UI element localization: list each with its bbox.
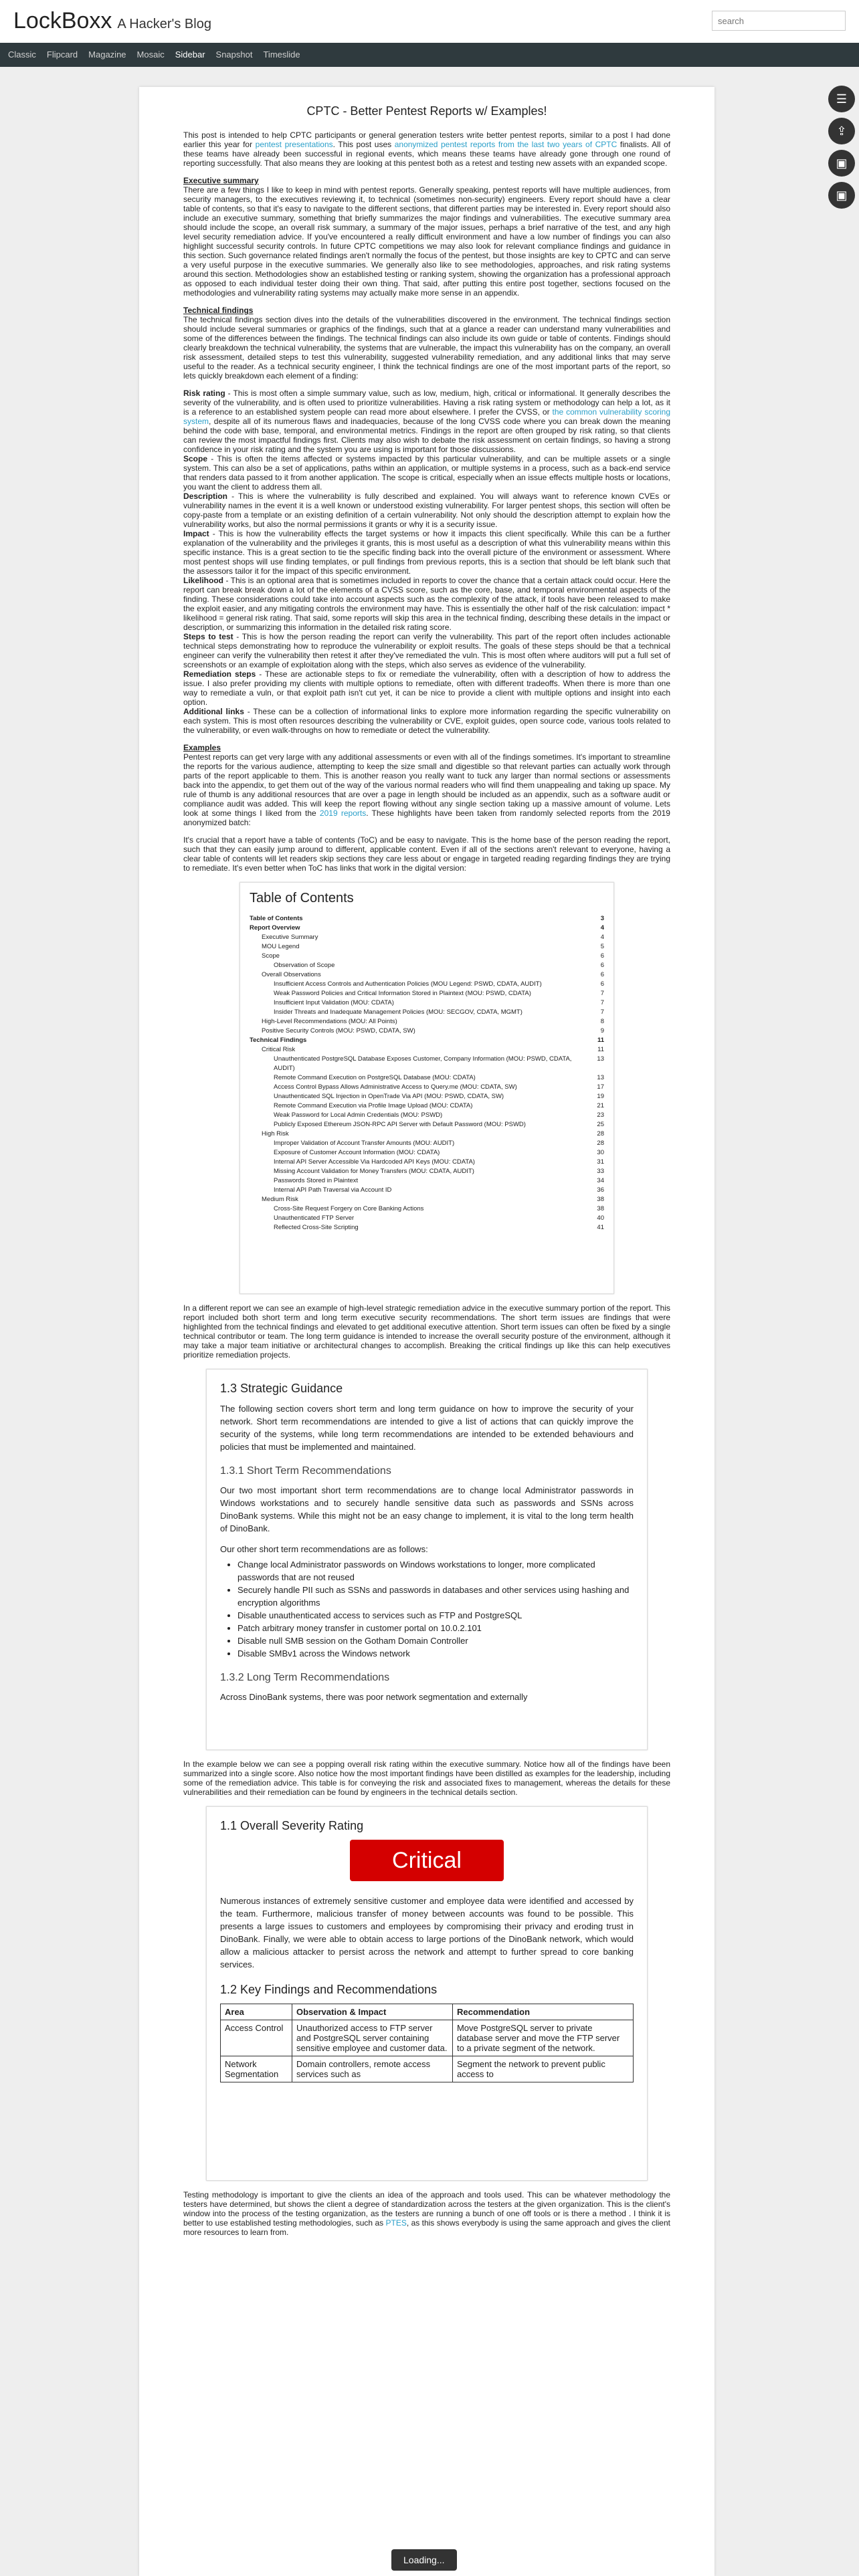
toc-entry-page: 19 [597, 1093, 604, 1100]
toc-entry[interactable] [250, 1186, 604, 1195]
toc-entry-page: 6 [600, 971, 604, 978]
view-nav [0, 43, 859, 67]
toc-entry-page: 13 [597, 1055, 604, 1063]
toc-entry-page: 33 [597, 1168, 604, 1175]
toc-entry-page: 38 [597, 1205, 604, 1212]
toc-entry[interactable] [250, 998, 604, 1008]
toc-entry-title: Weak Password Policies and Critical Information Stored in Plaintext (MOU: PSWD, CDATA) [274, 990, 531, 997]
toc-entry-title: Reflected Cross-Site Scripting [274, 1224, 359, 1231]
table-cell: Network Segmentation [221, 2056, 292, 2082]
toc-entry[interactable] [250, 914, 604, 924]
toc-entry-page: 7 [600, 999, 604, 1006]
toc-entry-title: MOU Legend [262, 943, 300, 950]
share-icon[interactable]: ⇪ [828, 118, 855, 144]
strategic-title: 1.3 Strategic Guidance [220, 1382, 343, 1395]
toc-entry[interactable] [250, 1195, 604, 1204]
toc-entry-page: 5 [600, 943, 604, 950]
toc-entry[interactable] [250, 1111, 604, 1120]
toc-entry[interactable] [250, 1092, 604, 1101]
toc-entry[interactable] [250, 1214, 604, 1223]
toc-entry-page: 36 [597, 1186, 604, 1194]
table-cell: Move PostgreSQL server to private database server and move the FTP server to a private segment of the network. [452, 2020, 633, 2056]
toc-entry-page: 28 [597, 1130, 604, 1138]
list-item: • Disable unauthenticated access to services such as FTP and PostgreSQL [237, 1609, 634, 1622]
toc-entry-title: Cross-Site Request Forgery on Core Banking Actions [274, 1205, 424, 1212]
toc-entry-title: Publicly Exposed Ethereum JSON-RPC API Server with Default Password (MOU: PSWD) [274, 1121, 526, 1128]
toc-entry[interactable] [250, 1027, 604, 1036]
toc-entry-title: Positive Security Controls (MOU: PSWD, CDATA, SW) [262, 1027, 415, 1035]
toc-entry[interactable] [250, 1176, 604, 1186]
toc-entry-title: High Risk [262, 1130, 289, 1138]
toc-entry-title: Observation of Scope [274, 962, 335, 969]
toc-entry-page: 21 [597, 1102, 604, 1109]
toc-entry-page: 8 [600, 1018, 604, 1025]
toc-entry-page: 9 [600, 1027, 604, 1035]
list-item: • Patch arbitrary money transfer in customer portal on 10.0.2.101 [237, 1622, 634, 1634]
list-item: • Change local Administrator passwords on Windows workstations to longer, more complicated passwords that are not reused [237, 1558, 634, 1584]
toc-entry-title: Insufficient Access Controls and Authentication Policies (MOU Legend: PSWD, CDATA, AUDIT) [274, 980, 542, 988]
icon-rail [824, 80, 859, 214]
nav-timeslide[interactable]: Timeslide [263, 49, 300, 60]
toc-entry-page: 3 [600, 915, 604, 922]
link-anonymized-reports[interactable]: anonymized pentest reports from the last two years of CPTC [394, 140, 617, 149]
toc-entry-title: Executive Summary [262, 934, 318, 941]
toc-entry[interactable] [250, 1204, 604, 1214]
toc-entry-page: 40 [597, 1214, 604, 1222]
toc-entry[interactable] [250, 1101, 604, 1111]
nav-classic[interactable]: Classic [8, 49, 36, 60]
list-item: • Disable null SMB session on the Gotham Domain Controller [237, 1634, 634, 1647]
toc-entry[interactable] [250, 970, 604, 980]
toc-entry[interactable] [250, 1120, 604, 1130]
toc-entry[interactable] [250, 1130, 604, 1139]
severity-text: Numerous instances of extremely sensitive customer and employee data were identified and accessed by the team. Furthermore, malicious transfer of money between accounts was found to be possible. This presents a large issues to customers and employees by compromising their privacy and eroding trust in DinoBank. Finally, we were able to obtain access to large portions of the DinoBank network, which would allow a malicious attacker to persist across the network and attempt to further spread to core banking services. [220, 1896, 634, 1969]
toc-entry[interactable] [250, 933, 604, 942]
toc-entry[interactable] [250, 1036, 604, 1045]
table-row [221, 2020, 634, 2056]
table-cell: Segment the network to prevent public access to [452, 2056, 633, 2082]
toc-entry-title: Table of Contents [250, 915, 303, 922]
severity-screenshot[interactable] [206, 1806, 648, 2181]
toc-entry-title: Insufficient Input Validation (MOU: CDATA) [274, 999, 394, 1006]
toc-entry-page: 11 [597, 1037, 604, 1044]
loading-indicator: Loading... [391, 2549, 457, 2571]
toc-entry[interactable] [250, 1073, 604, 1083]
nav-flipcard[interactable]: Flipcard [46, 49, 78, 60]
intro-paragraph: This post is intended to help CPTC participants or general generation testers write better pentest reports, similar to a post I had done earlier this year for pentest presentations. This post uses anonymized pentest reports from the last two years of CPTC finalists. All of these teams have already been successful in regional events, which means these teams have already gone through one round of reporting successfully. That also means they are looking at this pentest both as a retest and testing new assets with an expanded scope. [183, 130, 671, 168]
toc-entry-title: Medium Risk [262, 1196, 298, 1203]
toc-entry-page: 30 [597, 1149, 604, 1156]
critical-badge: Critical [350, 1840, 504, 1881]
blog-subtitle: A Hacker's Blog [117, 17, 211, 31]
toc-entry[interactable] [250, 942, 604, 952]
short-term-title: 1.3.1 Short Term Recommendations [220, 1465, 391, 1477]
toc-entry-page: 38 [597, 1196, 604, 1203]
table-cell: Domain controllers, remote access services such as [292, 2056, 452, 2082]
toc-title: Table of Contents [250, 891, 354, 905]
heading-examples: Examples [183, 743, 221, 752]
heading-technical-findings: Technical findings [183, 306, 254, 315]
toc-list [250, 914, 604, 1232]
header-observation: Observation & Impact [292, 2004, 452, 2020]
toc-entry[interactable] [250, 924, 604, 933]
toc-entry-title: Access Control Bypass Allows Administrative Access to Query.me (MOU: CDATA, SW) [274, 1083, 517, 1091]
toc-entry-page: 31 [597, 1158, 604, 1166]
strategic-intro: The following section covers short term and long term guidance on how to improve the security of your network. Short term recommendations are intended to give a list of actions that can quickly improve the security of the systems, while long term recommendations are intended to be extended behaviours and policies that must be implemented and maintained. [220, 1404, 634, 1452]
exec-paragraph: There are a few things I like to keep in mind with pentest reports. Generally speaking, pentest reports will have multiple audiences, from security managers, to the executives reviewing it, to technical (sometimes non-security) engineers. Every report should have a clear table of contents, so that it's easy to navigate to the different sections, that different parties may be interested in. Every report should also include an executive summary, something that briefly summarizes the major findings and vulnerabilities. The executive summary area should include the scope, an overall risk summary, a summary of the major issues, perhaps a brief narrative of the test, and any high level security remediation advice. If you've encountered a really difficult environment and have a low number of findings you can also highlight successful security controls. In future CPTC competitions we may also look for relevant compliance findings and guidance in this section. Such governance related findings aren't normally the focus of the pentest, but those insights are key to CPTC and can serve a very useful purpose in the executive summaries. We generally also like to see methodologies, approaches, and risk rating systems around this section. Methodologies show an established testing or ranking system, showing the organization has a professional approach as opposed to each individual tester doing their own thing. That said, after putting this entire post together, sections focused on the methodologies and vulnerability rating systems may actually make more sense in an appendix. [183, 185, 670, 298]
toc-entry-page: 17 [597, 1083, 604, 1091]
table-cell: Unauthorized access to FTP server and PostgreSQL server containing sensitive employee and customer data. [292, 2020, 452, 2056]
nav-snapshot[interactable]: Snapshot [215, 49, 253, 60]
toc-entry-page: 4 [600, 934, 604, 941]
toc-entry-title: Remote Command Execution via Profile Image Upload (MOU: CDATA) [274, 1102, 473, 1109]
toc-entry-title: High-Level Recommendations (MOU: All Points) [262, 1018, 397, 1025]
toc-entry[interactable] [250, 1223, 604, 1232]
table-cell: Access Control [221, 2020, 292, 2056]
toc-entry[interactable] [250, 1045, 604, 1055]
toc-entry-page: 7 [600, 990, 604, 997]
table-header-row [221, 2004, 634, 2020]
image-icon[interactable]: ▣ [828, 182, 855, 209]
long-term-p: Across DinoBank systems, there was poor network segmentation and externally [220, 1692, 528, 1702]
short-term-p2: Our other short term recommendations are as follows: [220, 1544, 428, 1554]
link-pentest-presentations[interactable]: pentest presentations [255, 140, 333, 149]
toc-entry-title: Overall Observations [262, 971, 321, 978]
finding-elements: Risk rating - This is most often a simple summary value, such as low, medium, high, critical or informational. It generally describes the severity of the vulnerability, and is often used to prioritize vulnerabilities. Having a risk rating system or methodology can help a lot, as it is a reference to an established system people can read more about elsewhere. I prefer the CVSS, or the common vulnerability scoring system, despite all of its numerous flaws and inadequacies, because of the long CVSS code where you can break down the meaning behind the code with base, temporal, and environmental metrics. Findings in the report are often grouped by risk rating, so that clients can review the most impactful findings first. Clients may also wish to debate the risk assessment on certain findings, so having a strong confidence in your risk rating and the system you are using is important for those discussions. Scope - This is often the items affected or systems impacted by this particular vulnerability, and can be multiple assets or a single system. This can also be a set of applications, paths within an application, or multiple systems in a process, such as a back-end service that renders data passed to it from another application. The scope is critical, especially when an issue effects multiple hosts or locations, you want the client to address them all. Description - This is where the vulnerability is fully described and explained. You will always want to reference known CVEs or vulnerability names in the event it is a well known or understood existing vulnerability. For larger pentest shops, this section will often be copy-paste from a template or an existing definition of a certain vulnerability. Not only should the description attempt to explain how the vulnerability works, but also the normal permissions it grants or why it is a security issue. Impact - This is how the vulnerability effects the target systems or how it impacts this client specifically. While this can be a further explanation of the vulnerability and the privileges it grants, this is most useful as a description of what this vulnerability means within this specific instance. This is a great section to tie the specific finding back into the overall picture of the environment or assessment. Where most pentest shops will use finding templates, or pull findings from previous reports, this is a section that should be left blank such that the assessors tailor it for the impact of this specific environment. Likelihood - This is an optional area that is sometimes included in reports to cover the chance that a certain attack could occur. Here the report can break break down a lot of the elements of a CVSS score, such as the core, base, and temporal environmental aspects of the finding. These considerations could take into account aspects such as the complexity of the attack, if tools have been released to make the exploit easier, and any mitigating controls the environment may have. This is essentially the other half of the risk calculation: impact * likelihood = general risk rating. That said, some reports will skip this area in the technical finding, describing these details in the impact or description, or summarizing this information in the detailed risk rating score. Steps to test - This is how the person reading the report can verify the vulnerability. This part of the report often includes actionable technical steps demonstrating how to reproduce the vulnerability or exploit results. The goals of these steps should be that a technical engineer can verify the vulnerability then retest it after they've remediated the vuln. This is most often where auditors will put a full set of screenshots or an example of exploitation along with the steps, which also serves as evidence of the vulnerability. Remediation steps - These are actionable steps to fix or remediate the vulnerability, often with a description of how to address the issue. I also prefer providing my clients with multiple options to remediate, often with different tradeoffs. When there is more than one way to remediate a vuln, or that exploit path isn't cut yet, it can be nice to provide a client with multiple options and insight into each option. Additional links - These can be a collection of informational links to explore more information regarding the specific vulnerability on each system. This is most often resources describing the vulnerability or CVE, exploit guides, open source code, various tools related to the vulnerability, or even walk-throughs on how to remediate or detect the vulnerability. [183, 389, 671, 735]
toc-entry[interactable] [250, 1148, 604, 1158]
toc-entry[interactable] [250, 1158, 604, 1167]
toc-entry[interactable] [250, 1083, 604, 1092]
toc-intro-paragraph: It's crucial that a report have a table of contents (ToC) and be easy to navigate. This is the home base of the person reading the report, such that they can easily jump around to different, applicable content. Even if all of the sections aren't relevant to everyone, having a clear table of contents will let readers skip sections they care less about or engage in targeted reading regarding findings they are trying to remediate. It's even better when ToC has links that work in the digital version: [183, 835, 670, 873]
toc-entry-title: Passwords Stored in Plaintext [274, 1177, 359, 1184]
toc-entry-title: Weak Password for Local Admin Credentials (MOU: PSWD) [274, 1111, 443, 1119]
toc-entry-title: Internal API Path Traversal via Account ID [274, 1186, 392, 1194]
toc-entry[interactable] [250, 980, 604, 989]
nav-mosaic[interactable]: Mosaic [136, 49, 165, 60]
image-icon[interactable]: ▣ [828, 150, 855, 177]
toc-screenshot[interactable] [240, 882, 614, 1294]
header-recommendation: Recommendation [452, 2004, 633, 2020]
toc-entry-page: 11 [597, 1046, 604, 1053]
toc-entry-page: 6 [600, 980, 604, 988]
strategic-guidance-screenshot[interactable] [206, 1369, 648, 1750]
toc-entry-title: Critical Risk [262, 1046, 296, 1053]
testing-paragraph: Testing methodology is important to give the clients an idea of the approach and tools used. This can be whatever methodology the testers have determined, but shows the client a degree of standardization across the testers at the given organization. This is the client's window into the process of the testing organization, as the testers are running a bunch of one off tools or is there a method . I think it is better to use established testing methodologies, such as PTES, as this shows everybody is using the same approach and gives the client more resources to learn from. [183, 2190, 670, 2237]
strategic-intro-paragraph: In a different report we can see an example of high-level strategic remediation advice in the executive summary portion of the report. This report included both short term and long term executive security recommendations. The short term issues are findings that were highlighted from the technical findings and elevated to get additional executive attention. Short term issues can often be fixed by a single technical contributor or team. The long term guidance is intended to increase the overall security posture of the environment, although it may take a major team initiative or architectural changes to accomplish. Breaking the critical findings up like this can help executives prioritize remediation projects. [183, 1303, 670, 1360]
toc-entry-page: 34 [597, 1177, 604, 1184]
list-item: • Disable SMBv1 across the Windows network [237, 1647, 634, 1660]
examples-paragraph: Pentest reports can get very large with any additional assessments or even with all of the findings sometimes. It's important to streamline the reports for the various audience, attempting to keep the size small and digestible so that relevant parties can actually work through parts of the report applicable to them. This is another reason you really want to tuck any larger than normal sections or assessments back into the appendix, to get them out of the way of the various normal readers who will find them unappealing and taking up space. My rule of thumb is any additional resources that are over a page in length should be included as an appendix, such as a software audit or compliance audit was added. This will keep the report flowing without any single section taking up a massive amount of volume. Lets look at some things I liked from the 2019 reports. These highlights have been taken from randomly selected reports from the 2019 anonymized batch: [183, 752, 670, 827]
blog-title[interactable] [13, 8, 211, 34]
key-findings-table [220, 2004, 634, 2082]
toc-entry-page: 41 [597, 1224, 604, 1231]
toc-entry-page: 23 [597, 1111, 604, 1119]
list-item: • Securely handle PII such as SSNs and passwords in databases and other services using hashing and encryption algorithms [237, 1584, 634, 1609]
toc-entry-title: Scope [262, 952, 280, 960]
toc-entry[interactable] [250, 1139, 604, 1148]
short-term-p1: Our two most important short term recommendations are to change local Administrator passwords in Windows workstations and to securely handle sensitive data such as passwords and SSNs across DinoBank systems. While this might not be an easy change to implement, it is vital to the long term health of DinoBank. [220, 1485, 634, 1533]
toc-entry-title: Technical Findings [250, 1037, 307, 1044]
toc-entry-page: 28 [597, 1140, 604, 1147]
toc-entry-title: Unauthenticated FTP Server [274, 1214, 355, 1222]
toc-entry-title: Unauthenticated SQL Injection in OpenTrade Via API (MOU: PSWD, CDATA, SW) [274, 1093, 504, 1100]
toc-entry-page: 6 [600, 962, 604, 969]
toc-entry-title: Improper Validation of Account Transfer Amounts (MOU: AUDIT) [274, 1140, 455, 1147]
severity-intro-paragraph: In the example below we can see a popping overall risk rating within the executive summary. Notice how all of the findings have been summarized into a single score. Also notice how the most important findings have been distilled as examples for the leadership, including some of the remediation advice. This table is for conveying the risk and associated fixes to management, whereas the details for these vulnerabilities and their remediation can be found by engineers in the technical details section. [183, 1759, 670, 1797]
post-title: CPTC - Better Pentest Reports w/ Examples! [306, 104, 547, 118]
toc-entry-title: Unauthenticated PostgreSQL Database Exposes Customer, Company Information (MOU: PSWD, CDATA, AUDIT) [274, 1055, 572, 1072]
blog-header [0, 0, 859, 43]
key-findings-title: 1.2 Key Findings and Recommendations [220, 1983, 438, 1996]
toc-entry-page: 7 [600, 1008, 604, 1016]
toc-entry[interactable] [250, 1017, 604, 1027]
nav-magazine[interactable]: Magazine [88, 49, 126, 60]
header-area: Area [221, 2004, 292, 2020]
toc-entry-title: Insider Threats and Inadequate Management Policies (MOU: SECGOV, CDATA, MGMT) [274, 1008, 522, 1016]
post-content [139, 87, 714, 2576]
toc-entry-page: 13 [597, 1074, 604, 1081]
short-term-list [237, 1558, 634, 1660]
long-term-title: 1.3.2 Long Term Recommendations [220, 1672, 390, 1683]
toc-entry-title: Report Overview [250, 924, 300, 932]
severity-title: 1.1 Overall Severity Rating [220, 1819, 364, 1832]
blog-name[interactable]: LockBoxx [13, 8, 112, 33]
link-cvss[interactable]: the common vulnerability scoring system [183, 407, 670, 426]
toc-entry-page: 25 [597, 1121, 604, 1128]
search-input[interactable] [712, 11, 846, 31]
link-ptes[interactable]: PTES [385, 2218, 407, 2228]
toc-entry-title: Internal API Server Accessible Via Hardcoded API Keys (MOU: CDATA) [274, 1158, 475, 1166]
tech-paragraph: The technical findings section dives into the details of the vulnerabilities discovered in the environment. The technical findings section should include several summaries or graphics of the findings, such that at a glance a reader can understand many vulnerabilities and some of the differences between the findings. The technical findings can also include its own guide or table of contents. Findings should clearly breakdown the technical vulnerability, the systems that are vulnerable, the impact this vulnerability has on the company, an overall risk assessment, detailed steps to test this vulnerability, suggested vulnerability remediation, and any additional links that may serve useful to the reader. As a technical security engineer, I think the technical findings are one of the most important parts of the report, so lets quickly breakdown each element of a finding: [183, 315, 670, 381]
toc-entry[interactable] [250, 1008, 604, 1017]
toc-entry[interactable] [250, 1055, 604, 1073]
toc-entry-page: 6 [600, 952, 604, 960]
toc-entry[interactable] [250, 989, 604, 998]
toc-entry-title: Missing Account Validation for Money Transfers (MOU: CDATA, AUDIT) [274, 1168, 474, 1175]
heading-executive-summary: Executive summary [183, 176, 259, 185]
toc-entry-page: 4 [600, 924, 604, 932]
table-row [221, 2056, 634, 2082]
nav-sidebar[interactable]: Sidebar [175, 49, 205, 60]
menu-icon[interactable]: ☰ [828, 86, 855, 112]
toc-entry[interactable] [250, 1167, 604, 1176]
toc-entry[interactable] [250, 961, 604, 970]
toc-entry[interactable] [250, 952, 604, 961]
toc-entry-title: Exposure of Customer Account Information (MOU: CDATA) [274, 1149, 440, 1156]
toc-entry-title: Remote Command Execution on PostgreSQL Database (MOU: CDATA) [274, 1074, 476, 1081]
link-2019-reports[interactable]: 2019 reports [319, 809, 367, 818]
